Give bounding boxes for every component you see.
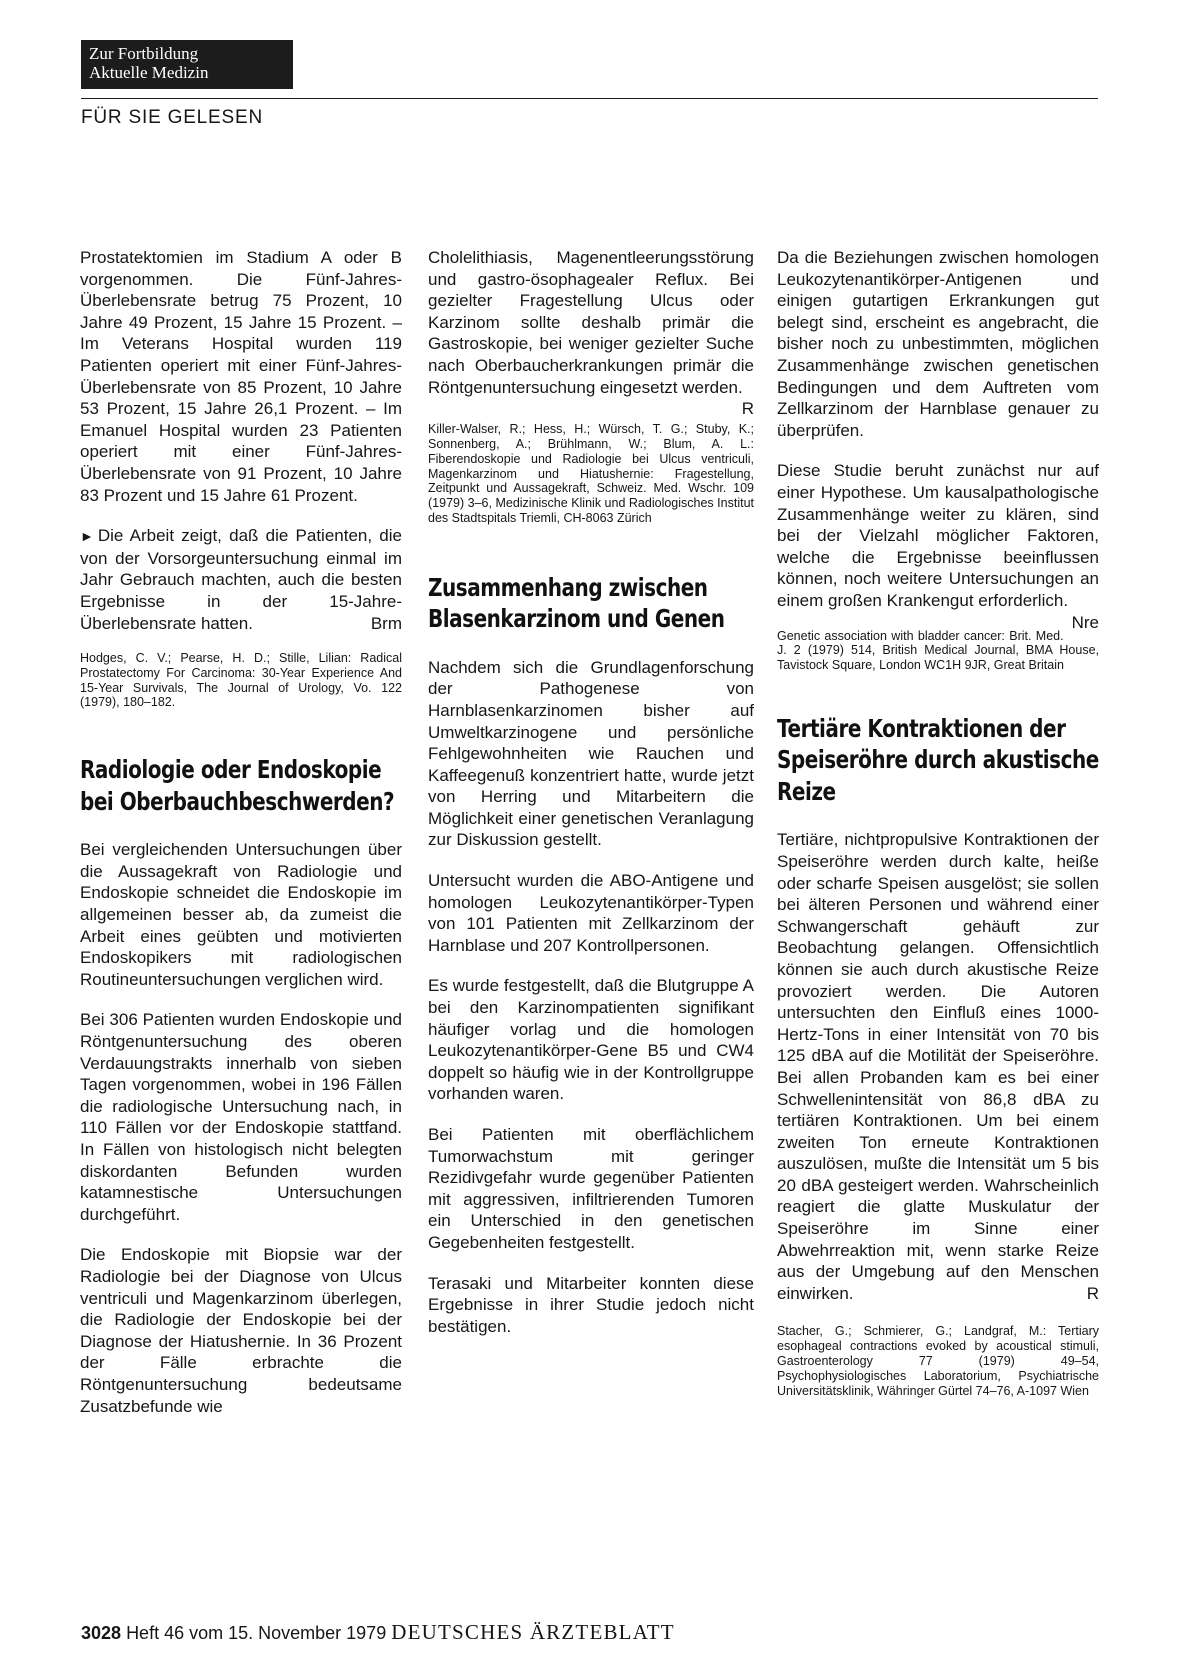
column-2 xyxy=(428,247,754,1337)
col1-paragraph-2 xyxy=(80,525,402,634)
col2-article-heading: Zusammenhang zwischen Blasenkarzinom und Genen xyxy=(428,572,725,634)
badge-line-1: Zur Fortbildung xyxy=(89,44,199,63)
magazine-name: DEUTSCHES ÄRZTEBLATT xyxy=(391,1620,675,1644)
col2-reference-1: Killer-Walser, R.; Hess, H.; Würsch, T. G.; Stuby, K.; Sonnenberg, A.; Brühlmann, W.; Blum, A. L.: Fiberendoskopie und Radiologie bei Ulcus ventriculi, Magenkarzinom und Hiatushernie: Fragestellung, Zeitpunkt und Aussagekraft, Schweiz. Med. Wschr. 109 (1979) 3–6, Medizinische Klinik und Radiologisches Institut des Stadtspitals Triemli, CH-8063 Zürich xyxy=(428,422,754,525)
col3-paragraph-3 xyxy=(777,829,1099,1304)
author-signature: R xyxy=(741,399,754,419)
col3-reference-2: Stacher, G.; Schmierer, G.; Landgraf, M.: Tertiary esophageal contractions evoked by acoustical stimuli, Gastroenterology 77 (1979) 49–54, Psychophysiologisches Laboratorium, Psychiatrische Universitätsklinik, Währinger Gürtel 74–76, A-1097 Wien xyxy=(777,1324,1099,1398)
author-signature: Nre xyxy=(1071,612,1099,632)
column-3 xyxy=(777,247,1099,1398)
col1-paragraph-3: Bei vergleichenden Untersuchungen über die Aussagekraft von Radiologie und Endoskopie schneidet die Endoskopie im allgemeinen besser ab, da zumeist die Arbeit eines geübten und motivierten Endoskopikers mit radiologischen Routineuntersuchungen verglichen wird. xyxy=(80,840,402,989)
badge-line-2: Aktuelle Medizin xyxy=(89,63,209,82)
col1-paragraph-5: Die Endoskopie mit Biopsie war der Radiologie bei der Diagnose von Ulcus ventriculi und Magenkarzinom überlegen, die Radiologie der Endoskopie bei der Diagnose der Hiatushernie. In 36 Prozent der Fälle erbrachte die Röntgenuntersuchung bedeutsame Zusatzbefunde wie xyxy=(80,1245,402,1416)
page-number: 3028 xyxy=(81,1623,122,1643)
column-1 xyxy=(80,247,402,1417)
col3-article-heading: Tertiäre Kontraktionen der Speiseröhre durch akustische Reize xyxy=(777,713,1099,806)
pointer-triangle-icon: ► xyxy=(80,528,94,545)
col2-paragraph-6: Terasaki und Mitarbeiter konnten diese Ergebnisse in ihrer Studie jedoch nicht bestätigen. xyxy=(428,1273,754,1336)
section-badge xyxy=(81,40,293,89)
col1-paragraph-2-text: Die Arbeit zeigt, daß die Patienten, die von der Vorsorgeuntersuchung einmal im Jahr Gebrauch machten, auch die besten Ergebnisse in der 15-Jahre-Überlebensrate hatten. xyxy=(80,526,402,633)
page-footer xyxy=(81,1620,675,1645)
col2-paragraph-2: Nachdem sich die Grundlagenforschung der Pathogenese von Harnblasenkarzinomen bisher auf Umweltkarzinogene und persönliche Fehlgewohnheiten wie Rauchen und Kaffeegenuß konzentriert hatte, wurde jetzt von Herring und Mitarbeitern die Möglichkeit einer genetischen Veranlagung zur Diskussion gestellt. xyxy=(428,657,754,850)
col3-paragraph-2-text: Diese Studie beruht zunächst nur auf einer Hypothese. Um kausalpathologische Zusammenhänge weiter zu klären, sind bei der Vielzahl möglicher Faktoren, welche die Ergebnisse beeinflussen können, noch weitere Untersuchungen an einem großen Krankengut erforderlich. xyxy=(777,461,1099,610)
author-signature: R xyxy=(1086,1283,1099,1303)
col1-article-heading: Radiologie oder Endoskopie bei Oberbauchbeschwerden? xyxy=(80,755,395,816)
col3-reference-1: Genetic association with bladder cancer: Brit. Med. J. 2 (1979) 514, British Medical Journal, BMA House, Tavistock Square, London WC1H 9JR, Great Britain xyxy=(777,628,1099,673)
author-signature: Brm xyxy=(370,613,402,633)
col2-paragraph-1 xyxy=(428,247,754,419)
col2-paragraph-3: Untersucht wurden die ABO-Antigene und homologen Leukozytenantikörper-Typen von 101 Patienten mit Zellkarzinom der Harnblase und 207 Kontrollpersonen. xyxy=(428,871,754,955)
col2-paragraph-4: Es wurde festgestellt, daß die Blutgruppe A bei den Karzinompatienten signifikant häufiger vorlag und die homologen Leukozytenantikörper-Gene B5 und CW4 doppelt so häufig wie in der Kontrollgruppe vorhanden waren. xyxy=(428,976,754,1104)
col1-paragraph-4: Bei 306 Patienten wurden Endoskopie und Röntgenuntersuchung des oberen Verdauungstrakts innerhalb von sieben Tagen vorgenommen, wobei in 196 Fällen die radiologische Untersuchung nach, in 110 Fällen vor der Endoskopie stattfand. In Fällen von histologisch nicht belegten diskordanten Befunden wurden katamnestische Untersuchungen durchgeführt. xyxy=(80,1010,402,1224)
col2-paragraph-1-text: Cholelithiasis, Magenentleerungsstörung und gastro-ösophagealer Reflux. Bei gezielter Fragestellung Ulcus oder Karzinom sollte deshalb primär die Gastroskopie, bei weniger gezielter Suche nach Oberbaucherkrankungen primär die Röntgenuntersuchung eingesetzt werden. xyxy=(428,248,754,397)
section-label: FÜR SIE GELESEN xyxy=(81,107,263,128)
col1-paragraph-1: Prostatektomien im Stadium A oder B vorgenommen. Die Fünf-Jahres-Überlebensrate betrug 75 Prozent, 10 Jahre 49 Prozent, 15 Jahre 15 Prozent. – Im Veterans Hospital wurden 119 Patienten operiert mit einer Fünf-Jahres-Überlebensrate von 85 Prozent, 10 Jahre 53 Prozent, 15 Jahre 26,1 Prozent. – Im Emanuel Hospital wurden 23 Patienten operiert mit einer Fünf-Jahres-Überlebensrate von 91 Prozent, 10 Jahre 83 Prozent und 15 Jahre 61 Prozent. xyxy=(80,248,402,505)
col3-paragraph-3-text: Tertiäre, nichtpropulsive Kontraktionen der Speiseröhre werden durch kalte, heiße oder scharfe Speisen ausgelöst; sie sollen bei älteren Personen und während einer Schwangerschaft gehäuft zur Beobachtung gelangen. Offensichtlich können sie auch durch akustische Reize provoziert werden. Die Autoren untersuchten den Einfluß eines 1000-Hertz-Tons in einer Intensität von 70 bis 125 dBA auf die Motilität der Speiseröhre. Bei allen Probanden kam es bei einer Schwellenintensität von 86,8 dBA zu tertiären Kontraktionen. Um bei einem zweiten Ton erneute Kontraktionen auszulösen, mußte die Intensität um 5 bis 20 dBA gesteigert werden. Wahrscheinlich reagiert die glatte Muskulatur der Speiseröhre im Sinne einer Abwehrreaktion mit, wenn starke Reize aus der Umgebung auf den Menschen einwirken. xyxy=(777,830,1099,1303)
col1-reference-1: Hodges, C. V.; Pearse, H. D.; Stille, Lilian: Radical Prostatectomy For Carcinoma: 30-Year Experience And 15-Year Survivals, The Journal of Urology, Vo. 122 (1979), 180–182. xyxy=(80,651,402,710)
col2-paragraph-5: Bei Patienten mit oberflächlichem Tumorwachstum mit geringer Rezidivgefahr wurde gegenüber Patienten mit aggressiven, infiltrierenden Tumoren ein Unterschied in den genetischen Gegebenheiten festgestellt. xyxy=(428,1125,754,1252)
issue-info: Heft 46 vom 15. November 1979 xyxy=(126,1623,387,1643)
header-rule xyxy=(81,98,1098,99)
col3-paragraph-1: Da die Beziehungen zwischen homologen Leukozytenantikörper-Antigenen und einigen gutartigen Erkrankungen gut belegt sind, erscheint es angebracht, die bisher noch zu unbestimmten, möglichen Zusammenhänge zwischen genetischen Bedingungen und dem Auftreten vom Zellkarzinom der Harnblase genauer zu überprüfen. xyxy=(777,248,1099,440)
col3-paragraph-2 xyxy=(777,460,1099,632)
